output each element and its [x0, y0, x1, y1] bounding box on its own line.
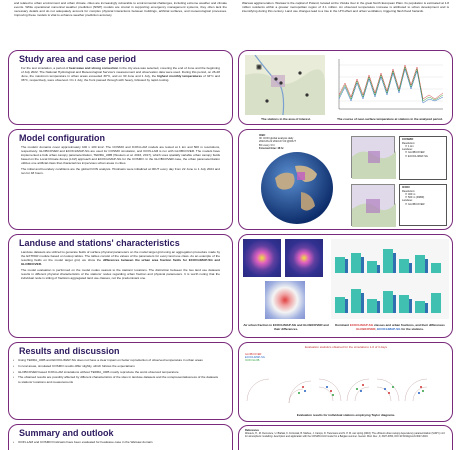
urban-fraction-map-ecoclimap: [243, 239, 281, 277]
globe-domain: [257, 148, 337, 228]
references-text: Wouters, H., M. Demuzere, U. Blahak, K. Fortuniak, B. Maiheu, J. Camps, D. Tielemans and N. P. M. van Lipzig (2016): The efficient urban canopy dependency parametrization (SURY) v1.0 for atmospheric modelling: description and application with the COSMO-CLM model for a Belgian summer. Geosci. Mod. Dev., 9, 3027-3054, DOI 10.5194/gmd-9-3027-2016.: [245, 432, 445, 439]
domain-map-icon: [351, 184, 395, 226]
section-summary: [8, 424, 233, 450]
section-landuse: [8, 234, 233, 338]
summary-list: [9, 440, 232, 444]
domain-map-cosmo: [351, 136, 395, 178]
globe-info: ICBC ID: ICON global analysis daily 2022-06-22 2022-07-03 @00UT BC every 3 hr Forecast time: 48 hr: [259, 134, 296, 150]
figure-study-area: [238, 50, 453, 125]
temperature-chart: [331, 55, 447, 115]
references-box: [238, 425, 453, 450]
station-map: [245, 55, 325, 115]
cosmo-info-box: COSMO Resolution: ☐ 1 km Landuse: ☐ GLOBCOVER ☐ ECOCLIMAP-SG: [399, 136, 447, 180]
taylor-diagram-grid: [243, 351, 449, 411]
results-list: [9, 358, 232, 384]
references-title: References: [245, 429, 259, 432]
list-item: • Using TERRA_URB and ECOCLIMAP-SG does not have a clear impact on better reproduction of observed temperature in urban areas: [13, 358, 220, 362]
icon-info-box: ICON Resolution: ☐ 400 m ☐ 500 m (R2B9) Landuse: ☐ GLOBCOVER: [399, 184, 447, 226]
caption-station-map: The stations in the area of interest.: [261, 117, 311, 121]
figure-taylor-diagrams: [238, 342, 453, 422]
station-characteristics-chart: [331, 239, 449, 319]
section-title: Results and discussion: [19, 346, 120, 356]
caption-urban-fraction: Air urban fraction in ECOCLIMAP-SG and GLOBCOVER and their differences.: [243, 323, 329, 331]
section-title: Summary and outlook: [19, 428, 114, 438]
section-model-config: [8, 129, 233, 230]
taylor-legend: GLOBCOVER ECOCLIMAP-SG ICON GLOB.: [245, 353, 265, 363]
caption-taylor: Evaluation results for individual stations employing Taylor diagrams.: [296, 413, 396, 417]
caption-temperature-chart: The course of near-surface temperature at stations in the analyzed period.: [337, 117, 443, 121]
taylor-chart-title: Evaluation statistics obtained for the simulations 1-6 of 3 days: [304, 345, 388, 349]
caption-station-classes: Dominant ECOCLIMAP-SG classes and urban fractions, and their differences GLOBCOVER, ECOCLIMAP-SG for the stations.: [335, 323, 445, 331]
urban-fraction-map-difference: [265, 281, 305, 319]
section-text: The models' domains cover approximately 100 x 100 km2. The COSMO and ICON-LAM models are tested at 1 km and 500 m resolutions, respectively. GLOBCOVER and ECOCLIMAP-SG are used for COSMO simulation, and ICON-LAM is run with GLOBCOVER. The models have implemented a bulk urban canopy parameterization, TERRA_URB (Wouters et al. 2016, 2017), which uses spatially variable urban canopy fields based on the Local Climate Zones (LCZ) approach and ECOCLIMAP-SG for the COSMO. In the GLOBCOVER case, the urban parameterization utilizes one artificial class that characterizes impervious urban areas in cities. The initial and boundary conditions are the global ICON analysis. Hindcasts were initialized at 00UT every day from 22 June to 1 July 2024 and ran for 48 hours.: [21, 145, 220, 176]
section-text: For the test simulation, a period of heat wave and strong convection in the city area was selected, covering the end of June and the beginning of July 2022. The National Hydrological and Meteorological Service's measurement and observation data were used. During this period, on 26-28 June, the maximum temperature in urban areas exceeded 30°C, and on 30 June and 1 July, the highest monthly temperatures of 34°C and 36°C, respectively, were observed. On 1 July, the front passed through with heavy, followed by rapid cooling.: [21, 66, 221, 83]
section-title: Model configuration: [19, 133, 105, 143]
section-results: [8, 342, 233, 420]
intro-text-left: and related to urban environment and urban climate. cities are increasingly vulnerable to environmental challenges, including extreme weather and climate events. While operational numerical weather prediction (NWP) models are crucial in supporting emergency management systems, they often lack the necessary details and do not adequately account for complex physical interactions between buildings, artificial surfaces, and meteorological processes. Improving these models is vital to enhance weather prediction accuracy: [14, 1, 227, 18]
section-title: Landuse and stations' characteristics: [19, 238, 180, 248]
list-item: • The obtained results are possibly affected by different characteristics of the sites in landuse datasets and the unrepresentativeness of the datasets to stations' locations and measurements: [13, 375, 220, 384]
list-item: • GLOBCOVER based ICON-LAM simulations without TERRA_URB mostly reproduce the worst observed temperature: [13, 370, 220, 374]
figure-model-domain: [238, 129, 453, 230]
section-study-area: [8, 50, 233, 125]
urban-fraction-map-globcover: [285, 239, 323, 277]
list-item: • In rural areas, simulated COSMO results differ slightly, which follows the expectations: [13, 364, 220, 368]
figure-landuse: [238, 234, 453, 338]
list-item: • ICON-LAM and COSMO hindcasts have been evaluated for heatwave case in the Warsaw domain: [13, 440, 220, 444]
section-title: Study area and case period: [19, 54, 137, 64]
section-text: Landuse datasets are utilized to generate fields of surface physical parameters on the model target grid using an aggregation procedure made by the EXTPAR module based on lookup tables. The tables consist of the values of the parameters for every land use class. As an example of the resulting fields on the model target grid, we show the differences between the urban area fraction fields for ECOCLIMAP-SG and GLOBCOVER. The model evaluation is performed on the model nodes nearest to the stations' locations. The distinction between the two land use datasets results in different physical characteristics of the stations' nodes regarding urban fraction and physical parameters. It is worth noting that the individual node is sitting of fractions aggregated land use classes, not the predominant one.: [21, 250, 220, 281]
intro-text-right: Warsaw agglomeration. Warsaw is the capital of Poland, located at the Vistula river in the great North European Plain. Its population is estimated at 1.8 million residents within a greater metropolitan region of 3.1 million. An observed temperature increase is attributed to urban development and is intensifying during this century. Land use changes lead to a rise in the UHI effect and urban ventilation, triggering flash flood hazards.: [242, 1, 449, 14]
